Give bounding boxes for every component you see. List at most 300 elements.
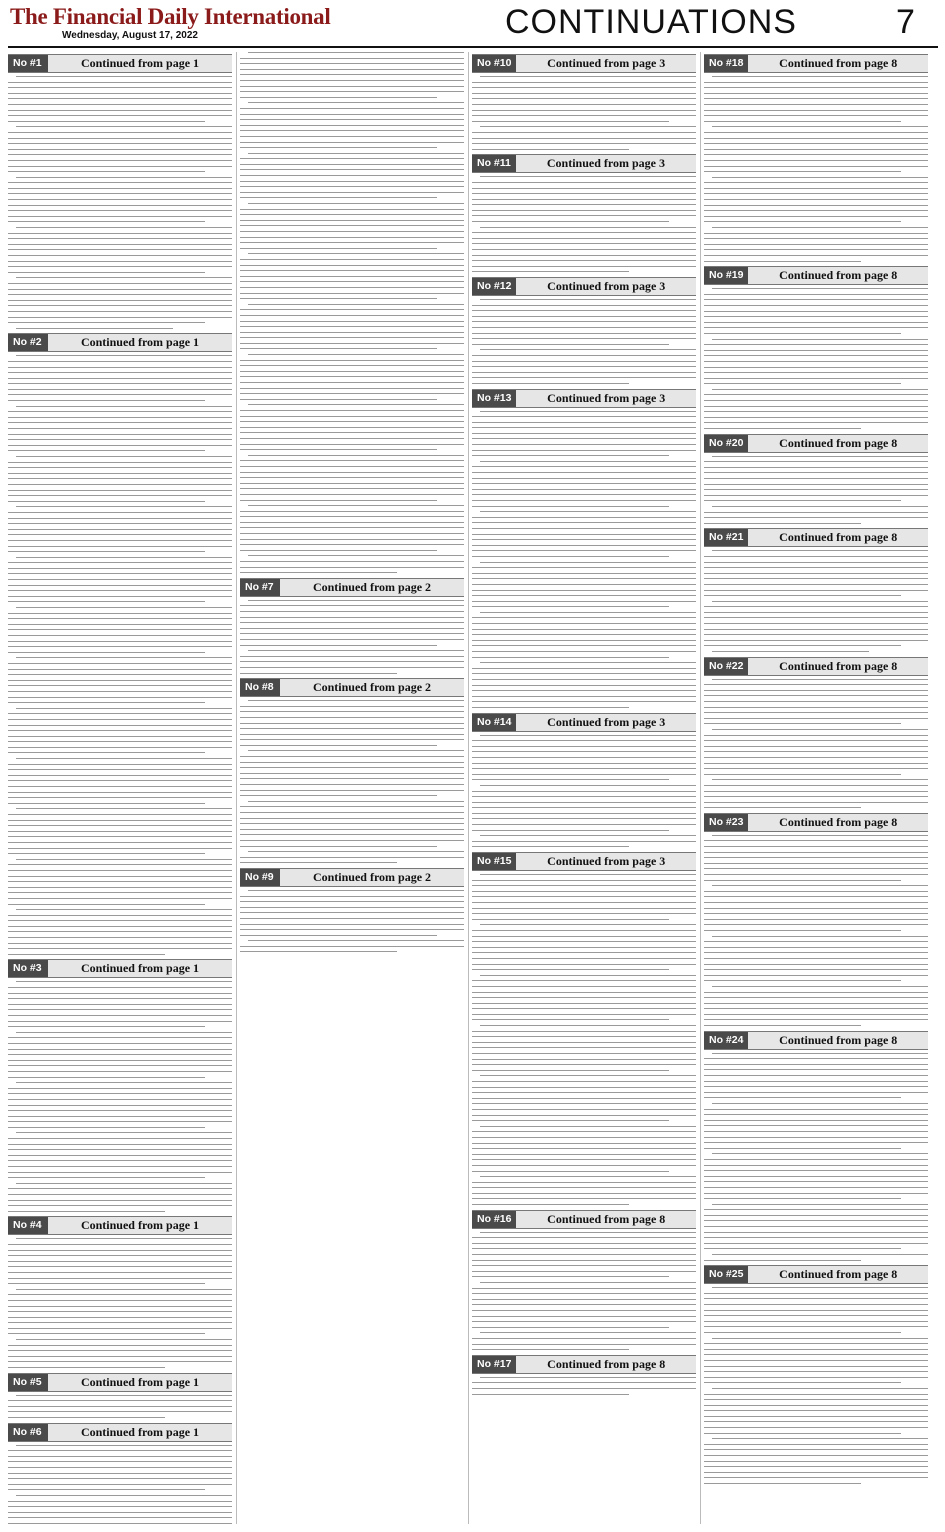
text-line (472, 182, 696, 183)
text-line (240, 371, 464, 372)
text-line (16, 328, 173, 329)
article-number-badge: No #12 (472, 278, 516, 295)
article-number-badge: No #10 (472, 55, 516, 72)
text-line (472, 243, 696, 244)
text-line (240, 209, 464, 210)
text-line (704, 305, 928, 306)
text-line (704, 952, 928, 953)
text-line (8, 445, 232, 446)
article-continued-label: Continued from page 3 (547, 714, 666, 729)
text-line (480, 1377, 696, 1378)
text-line (704, 645, 901, 646)
text-line (704, 383, 901, 384)
text-line (16, 506, 232, 507)
text-line (472, 623, 696, 624)
text-line (472, 478, 696, 479)
text-line (240, 309, 464, 310)
text-line (704, 1109, 928, 1110)
text-line (248, 304, 464, 305)
text-line (472, 1070, 669, 1071)
text-line (240, 617, 464, 618)
article-number-badge: No #9 (240, 869, 280, 886)
text-line (8, 1004, 232, 1005)
text-line (480, 299, 696, 300)
text-line (240, 611, 464, 612)
text-line (240, 421, 464, 422)
text-line (8, 289, 232, 290)
text-line (472, 774, 696, 775)
text-line (8, 87, 232, 88)
text-line (8, 523, 232, 524)
text-line (8, 1517, 232, 1518)
text-line (472, 668, 696, 669)
continuation-article (240, 52, 464, 573)
text-line (8, 1417, 165, 1418)
text-line (8, 1054, 232, 1055)
text-line (472, 1243, 696, 1244)
article-continued-label: Continued from page 3 (546, 156, 665, 171)
text-line (704, 422, 928, 423)
article-number-badge: No #21 (704, 529, 748, 546)
text-line (240, 242, 464, 243)
text-line (704, 1019, 928, 1020)
text-line (712, 550, 928, 551)
text-line (472, 438, 696, 439)
text-line (8, 1283, 205, 1284)
text-line (472, 1042, 696, 1043)
article-continued-label: Continued from page 8 (779, 1032, 898, 1047)
text-line (704, 1332, 901, 1333)
text-line (704, 193, 928, 194)
masthead (0, 0, 945, 46)
text-line (472, 846, 629, 847)
text-line (8, 674, 232, 675)
text-line (704, 517, 928, 518)
text-line (712, 1103, 928, 1104)
article-continued-label: Continued from page 8 (547, 1211, 666, 1226)
text-line (480, 1282, 696, 1283)
text-line (8, 1350, 232, 1351)
text-line (472, 355, 696, 356)
text-line (8, 931, 232, 932)
text-line (472, 238, 696, 239)
text-line (8, 1021, 232, 1022)
text-line (472, 455, 669, 456)
text-line (704, 1321, 928, 1322)
text-line (8, 915, 232, 916)
text-line (8, 573, 232, 574)
text-line (704, 723, 901, 724)
text-line (704, 1209, 928, 1210)
text-line (472, 266, 696, 267)
text-line (472, 818, 696, 819)
text-line (240, 119, 464, 120)
text-line (472, 696, 696, 697)
text-line (8, 115, 232, 116)
text-line (472, 645, 696, 646)
text-line (704, 567, 928, 568)
text-line (240, 337, 464, 338)
column-divider (236, 52, 237, 1524)
text-line (8, 305, 232, 306)
text-line (8, 870, 232, 871)
article-body-text (704, 679, 928, 809)
text-line (480, 1332, 696, 1333)
article-body-text (240, 700, 464, 863)
text-line (240, 376, 464, 377)
article-number-badge: No #25 (704, 1266, 748, 1283)
text-line (472, 1304, 696, 1305)
text-line (8, 898, 232, 899)
text-line (472, 344, 669, 345)
text-line (8, 792, 232, 793)
text-line (480, 126, 696, 127)
text-line (240, 86, 464, 87)
text-line (8, 1065, 232, 1066)
text-line (704, 1455, 928, 1456)
text-line (8, 719, 232, 720)
text-line (472, 584, 696, 585)
text-line (704, 1394, 928, 1395)
text-line (240, 567, 464, 568)
text-line (704, 595, 901, 596)
text-line (472, 1137, 696, 1138)
text-line (472, 534, 696, 535)
text-line (240, 270, 464, 271)
text-line (480, 835, 696, 836)
text-line (8, 1333, 205, 1334)
article-body-text (8, 981, 232, 1211)
text-line (480, 349, 696, 350)
text-line (240, 745, 437, 746)
text-line (8, 1356, 232, 1357)
text-line (704, 350, 928, 351)
text-line (704, 1220, 928, 1221)
text-line (8, 993, 232, 994)
text-line (240, 929, 464, 930)
text-line (704, 701, 928, 702)
text-line (704, 221, 901, 222)
text-line (704, 1399, 928, 1400)
text-line (8, 473, 232, 474)
text-line (472, 640, 696, 641)
text-line (472, 444, 696, 445)
text-line (472, 522, 696, 523)
text-line (472, 651, 696, 652)
text-line (8, 1205, 232, 1206)
text-line (8, 1144, 232, 1145)
text-line (704, 82, 928, 83)
text-line (240, 846, 437, 847)
text-line (472, 997, 696, 998)
masthead-divider (8, 46, 938, 48)
text-line (240, 778, 464, 779)
text-line (8, 322, 205, 323)
text-line (8, 1411, 232, 1412)
text-line (240, 365, 464, 366)
text-line (240, 762, 464, 763)
text-line (240, 834, 464, 835)
text-line (704, 1354, 928, 1355)
text-line (240, 622, 464, 623)
text-line (704, 1410, 928, 1411)
continuation-article (472, 389, 696, 708)
article-body-text (704, 835, 928, 1026)
text-line (240, 533, 464, 534)
text-line (472, 305, 696, 306)
text-line (8, 1043, 232, 1044)
text-line (240, 432, 464, 433)
text-line (704, 1086, 928, 1087)
continuation-article (8, 1216, 232, 1368)
text-line (704, 1298, 928, 1299)
text-line (240, 91, 464, 92)
text-line (16, 177, 232, 178)
text-line (8, 1077, 205, 1078)
text-line (8, 635, 232, 636)
text-line (8, 311, 232, 312)
column-4 (704, 52, 928, 1528)
text-line (240, 539, 464, 540)
text-line (8, 1116, 232, 1117)
text-line (8, 110, 232, 111)
text-line (8, 205, 232, 206)
text-line (704, 606, 928, 607)
article-number-badge: No #11 (472, 155, 516, 172)
text-line (704, 1466, 928, 1467)
text-line (472, 1260, 696, 1261)
text-line (472, 1327, 669, 1328)
text-line (472, 567, 696, 568)
text-line (240, 382, 464, 383)
text-line (8, 596, 232, 597)
text-line (8, 864, 232, 865)
text-line (704, 1343, 928, 1344)
text-line (240, 63, 464, 64)
text-line (472, 138, 696, 139)
text-line (8, 166, 232, 167)
text-line (704, 233, 928, 234)
text-line (704, 1069, 928, 1070)
text-line (472, 746, 696, 747)
text-line (240, 935, 437, 936)
text-line (704, 997, 928, 998)
text-line (240, 192, 464, 193)
text-line (240, 840, 464, 841)
article-continued-label: Continued from page 1 (80, 961, 200, 976)
article-header (472, 277, 696, 296)
text-line (8, 669, 232, 670)
text-line (704, 327, 928, 328)
text-line (248, 153, 464, 154)
text-line (8, 1009, 232, 1010)
article-header (704, 528, 928, 547)
text-line (480, 662, 696, 663)
text-line (248, 600, 464, 601)
text-line (704, 735, 928, 736)
text-line (704, 355, 928, 356)
text-line (472, 885, 696, 886)
text-line (472, 1382, 696, 1383)
text-line (16, 1445, 232, 1446)
text-line (8, 154, 232, 155)
text-line (8, 803, 205, 804)
article-number-badge: No #15 (472, 853, 516, 870)
text-line (8, 300, 232, 301)
text-line (472, 1182, 696, 1183)
text-line (240, 790, 464, 791)
text-line (472, 1198, 696, 1199)
text-line (704, 740, 928, 741)
text-line (8, 1406, 232, 1407)
text-line (240, 628, 464, 629)
text-line (480, 874, 696, 875)
text-line (472, 204, 696, 205)
text-line (240, 472, 464, 473)
text-line (472, 707, 629, 708)
text-line (8, 188, 232, 189)
text-line (480, 176, 696, 177)
text-line (8, 383, 232, 384)
text-line (240, 293, 464, 294)
text-line (248, 851, 464, 852)
text-line (712, 1287, 928, 1288)
text-line (472, 807, 696, 808)
text-line (8, 518, 232, 519)
text-line (8, 713, 232, 714)
text-line (704, 1003, 928, 1004)
text-line (8, 764, 232, 765)
text-line (704, 484, 928, 485)
text-line (8, 143, 232, 144)
text-line (704, 1114, 928, 1115)
text-line (248, 650, 464, 651)
text-line (240, 181, 464, 182)
text-line (8, 820, 232, 821)
text-line (704, 718, 928, 719)
text-line (16, 607, 232, 608)
text-line (8, 428, 232, 429)
text-line (8, 1177, 205, 1178)
text-line (704, 104, 928, 105)
text-line (8, 892, 232, 893)
text-line (704, 1014, 928, 1015)
text-line (8, 1188, 232, 1189)
article-header (704, 813, 928, 832)
text-line (240, 857, 464, 858)
text-line (8, 1155, 232, 1156)
text-line (16, 1238, 232, 1239)
text-line (8, 1523, 232, 1524)
text-line (472, 701, 696, 702)
text-line (8, 529, 232, 530)
text-line (8, 948, 232, 949)
article-number-badge: No #17 (472, 1356, 516, 1373)
text-line (8, 210, 232, 211)
text-line (240, 237, 464, 238)
text-line (472, 573, 696, 574)
text-line (8, 769, 232, 770)
text-line (16, 859, 232, 860)
text-line (704, 1064, 928, 1065)
text-line (8, 780, 232, 781)
text-line (8, 1311, 232, 1312)
article-body-text (8, 1238, 232, 1368)
text-line (8, 1266, 232, 1267)
text-line (472, 377, 696, 378)
article-body-text (472, 1232, 696, 1350)
text-line (472, 1098, 696, 1099)
text-line (16, 456, 232, 457)
text-line (704, 478, 928, 479)
page-number: 7 (896, 3, 915, 41)
text-line (712, 1338, 928, 1339)
article-number-badge: No #18 (704, 55, 748, 72)
text-line (472, 1349, 629, 1350)
text-line (472, 824, 696, 825)
text-line (704, 891, 928, 892)
text-line (16, 277, 232, 278)
text-line (704, 757, 928, 758)
article-body-text (8, 76, 232, 329)
text-line (704, 1421, 928, 1422)
text-line (8, 629, 232, 630)
text-line (472, 232, 696, 233)
text-line (704, 763, 928, 764)
article-continued-label: Continued from page 1 (80, 1374, 200, 1389)
text-line (16, 1183, 232, 1184)
text-line (704, 372, 928, 373)
text-line (8, 1489, 205, 1490)
text-line (8, 562, 232, 563)
text-line (704, 774, 901, 775)
article-body-text (704, 456, 928, 524)
text-line (704, 1260, 861, 1261)
text-line (704, 802, 928, 803)
text-line (8, 1294, 232, 1295)
text-line (240, 136, 464, 137)
article-continued-label: Continued from page 8 (779, 268, 898, 283)
text-line (8, 372, 232, 373)
text-line (240, 360, 464, 361)
text-line (472, 1036, 696, 1037)
text-line (472, 545, 696, 546)
text-line (240, 739, 464, 740)
text-line (8, 1345, 232, 1346)
text-line (8, 646, 232, 647)
text-line (240, 756, 464, 757)
text-line (8, 1015, 232, 1016)
text-line (240, 661, 464, 662)
text-line (472, 1019, 669, 1020)
text-line (704, 1349, 928, 1350)
text-line (240, 276, 464, 277)
text-line (240, 416, 464, 417)
text-line (240, 550, 437, 551)
text-line (16, 1495, 232, 1496)
text-line (704, 1165, 928, 1166)
text-line (480, 975, 696, 976)
text-line (472, 132, 696, 133)
text-line (472, 1276, 669, 1277)
text-line (8, 1306, 232, 1307)
text-line (704, 1193, 928, 1194)
newspaper-logo: The Financial Daily International (10, 4, 331, 29)
text-line (16, 1289, 232, 1290)
text-line (472, 427, 696, 428)
text-line (8, 439, 232, 440)
text-line (16, 1132, 232, 1133)
